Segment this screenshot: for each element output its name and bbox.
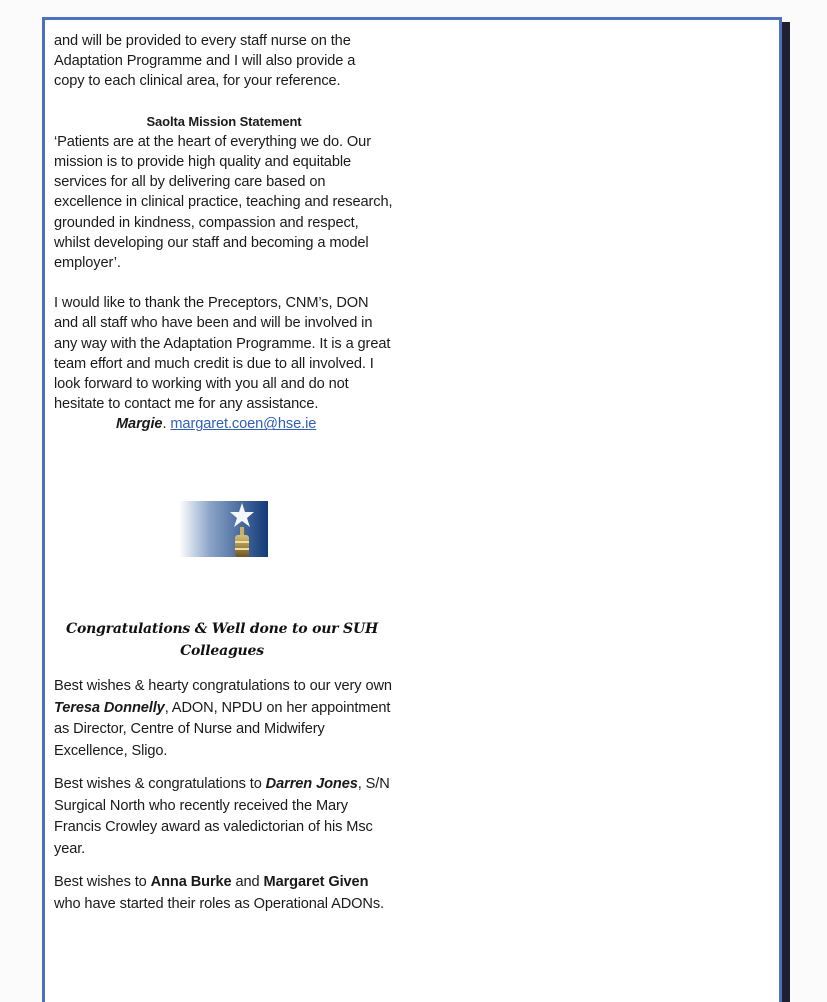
award-image xyxy=(179,501,268,557)
person-name: Darren Jones xyxy=(265,776,358,792)
mission-heading: Saolta Mission Statement xyxy=(146,113,302,129)
email-link[interactable]: margaret.coen@hse.ie xyxy=(170,416,317,433)
news-text: Best wishes & hearty congratulations to our very own xyxy=(54,678,392,694)
intro-line-2: Adaptation Programme and I will also provide a xyxy=(54,53,356,70)
congrats-heading: Congratulations & Well done to our SUH Colleagues xyxy=(66,621,378,659)
signature-name: Margie xyxy=(116,416,163,433)
news-text: and xyxy=(231,874,264,890)
news-item-2 xyxy=(54,774,394,860)
signature xyxy=(116,414,394,434)
mission-text: ‘Patients are at the heart of everything we do. Our mission is to provide high quality and equitable services for all by delivering care based on excellence in clinical practice, teaching and research, grounded in kindness, compassion and respect, whilst developing our staff and becoming a model employer’. xyxy=(54,133,393,272)
news-item-3 xyxy=(54,872,394,915)
award-star-trophy-icon xyxy=(179,501,268,557)
news-text: , S/N Surgical North who recently received the Mary Francis Crowley award as valedictorian of his Msc year. xyxy=(54,776,390,857)
news-text: Best wishes & congratulations to xyxy=(54,776,266,792)
person-name: Anna Burke xyxy=(150,874,232,890)
news-text: , ADON, NPDU on her appointment as Director, Centre of Nurse and Midwifery Excellence, Sligo. xyxy=(54,699,391,759)
signature-separator: . xyxy=(162,416,171,433)
person-name: Teresa Donnelly xyxy=(54,699,165,716)
news-section xyxy=(54,676,394,927)
news-item-1 xyxy=(54,676,394,762)
news-text: who have started their roles as Operational ADONs. xyxy=(54,895,385,912)
intro-line-1: and will be provided to every staff nurse on the xyxy=(54,33,351,49)
person-name: Margaret Given xyxy=(263,874,369,890)
news-text: Best wishes to xyxy=(54,874,151,890)
thanks-text: I would like to thank the Preceptors, CNM’s, DON and all staff who have been and will be involved in any way with the Adaptation Programme. It is a great team effort and much credit is due to all involved. I look forward to working with you all and do not hesitate to contact me for any assistance. xyxy=(54,295,391,413)
intro-line-3: copy to each clinical area, for your reference. xyxy=(54,73,341,90)
main-column xyxy=(54,31,394,435)
